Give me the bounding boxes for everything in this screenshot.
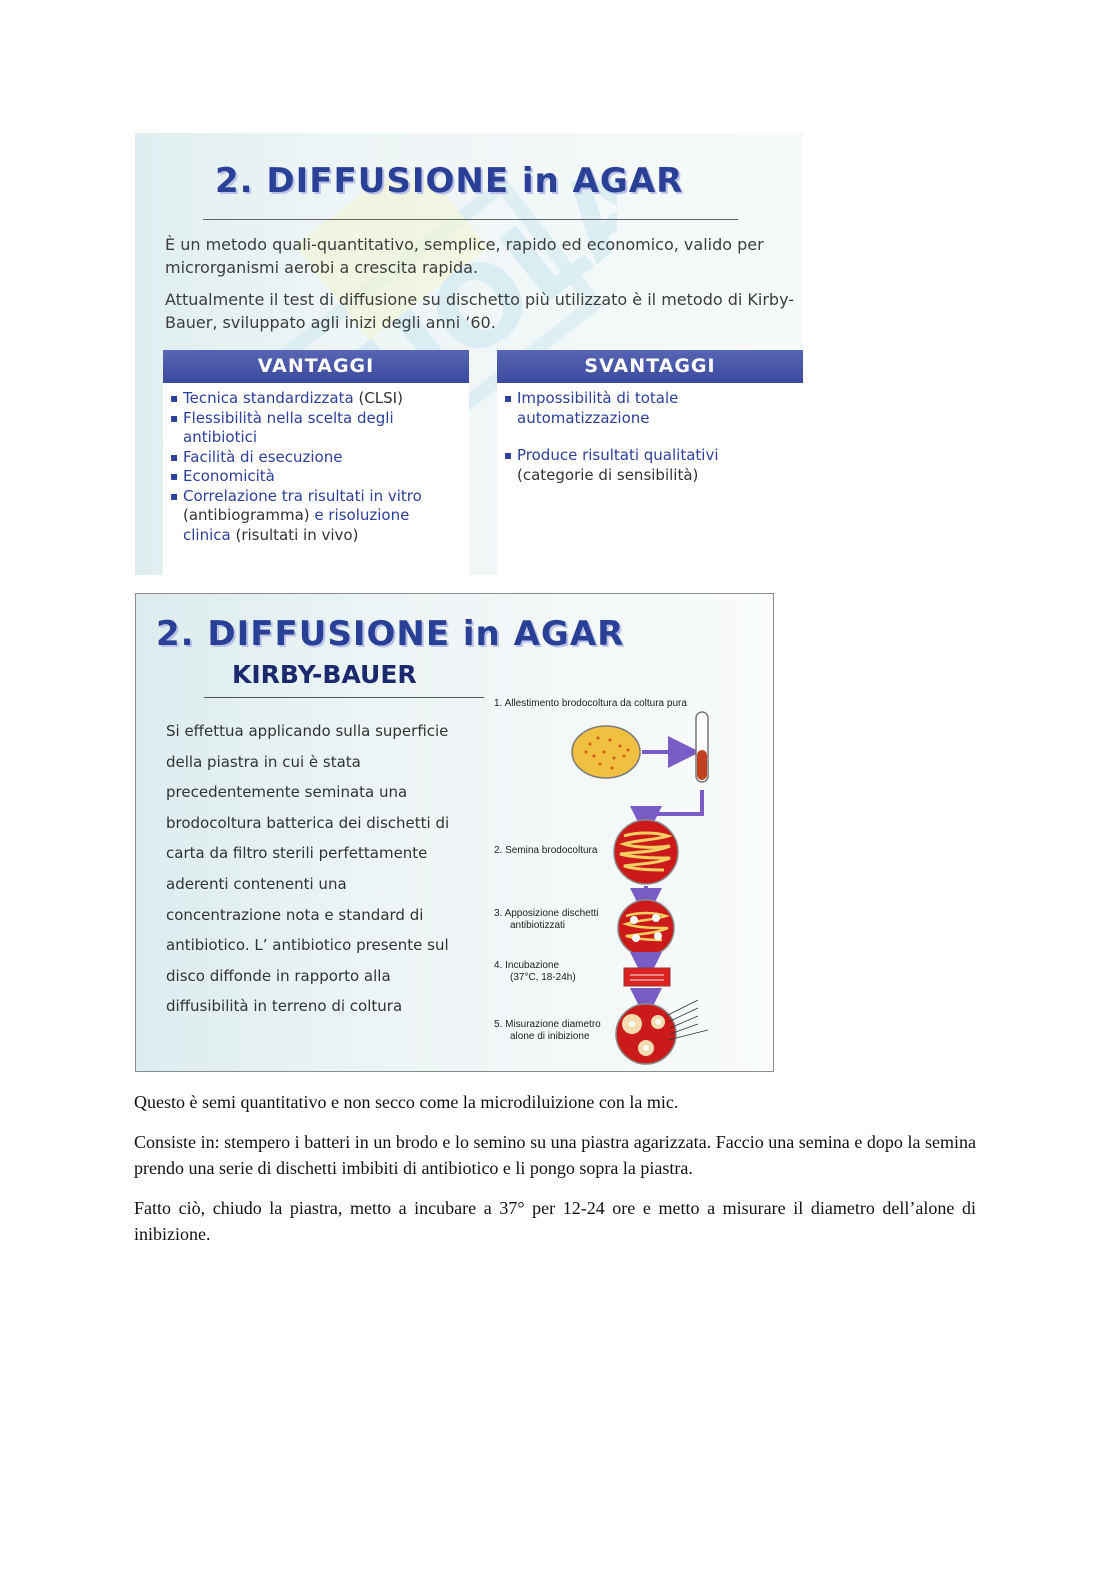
- vantaggi-header: VANTAGGI: [163, 350, 469, 383]
- title-divider: [203, 219, 738, 220]
- notes-paragraph-1: Questo è semi quantitativo e non secco come la microdiluizione con la mic.: [134, 1092, 679, 1112]
- step-4-label: 4. Incubazione: [494, 960, 560, 971]
- list-item: ▪ Tecnica standardizzata (CLSI): [183, 389, 459, 409]
- slide-kirby-bauer: [135, 593, 774, 1072]
- list-item: ▪ Produce risultati qualitativi (categorie di sensibilità): [517, 446, 793, 485]
- kirby-bauer-procedure-diagram: [486, 698, 772, 1070]
- arrow-icon: [646, 790, 702, 822]
- plate-with-disks-icon: [618, 900, 674, 956]
- slide-diffusione-agar: [135, 133, 803, 575]
- list-item: ▪ Correlazione tra risultati in vitro (antibiogramma) e risoluzione clinica (risultati in vivo): [183, 487, 459, 546]
- culture-plate-icon: [572, 726, 640, 778]
- notes-text: [134, 1089, 976, 1261]
- slide1-title: 2. DIFFUSIONE in AGAR: [215, 161, 684, 201]
- step-3-label-2: antibiotizzati: [510, 920, 566, 931]
- list-item: ▪ Impossibilità di totale automatizzazione: [517, 389, 793, 428]
- notes-paragraph-2: Consiste in: stempero i batteri in un brodo e lo semino su una piastra agarizzata. Faccio una semina e dopo la semina prendo una serie di dischetti imbibiti di antibiotico e li pongo sopra la piastra.: [134, 1132, 976, 1178]
- slide1-intro: È un metodo quali-quantitativo, semplice, rapido ed economico, valido per microrganismi aerobi a crescita rapida.: [165, 235, 764, 277]
- step-4-label-2: (37°C, 18-24h): [510, 972, 576, 983]
- slide2-title: 2. DIFFUSIONE in AGAR: [156, 614, 625, 654]
- test-tube-icon: [696, 712, 708, 782]
- slide2-description: Si effettua applicando sulla superficie della piastra in cui è stata precedentemente seminata una brodocoltura batterica dei dischetti di carta da filtro sterili perfettamente aderenti contenenti una concentrazione nota e standard di antibiotico. L’ antibiotico presente sul disco diffonde in rapporto alla diffusibilità in terreno di coltura: [166, 722, 450, 1016]
- subtitle-divider: [204, 697, 484, 698]
- step-3-label: 3. Apposizione dischetti: [494, 908, 599, 919]
- svantaggi-header: SVANTAGGI: [497, 350, 803, 383]
- slide1-kirby-bauer-note: Attualmente il test di diffusione su dischetto più utilizzato è il metodo di Kirby-Bauer, sviluppato agli inizi degli anni ’60.: [165, 290, 795, 332]
- svantaggi-panel: [497, 350, 803, 575]
- step-1-label: 1. Allestimento brodocoltura da coltura pura: [494, 698, 687, 709]
- notes-paragraph-3: Fatto ciò, chiudo la piastra, metto a incubare a 37° per 12-24 ore e metto a misurare il diametro dell’alone di inibizione.: [134, 1198, 976, 1244]
- inhibition-zones-plate-icon: [616, 1000, 708, 1064]
- step-5-label: 5. Misurazione diametro: [494, 1019, 601, 1030]
- streaked-plate-icon: [614, 820, 678, 884]
- vantaggi-panel: [163, 350, 469, 575]
- procedure-illustration: [486, 698, 772, 1070]
- list-item: ▪ Economicità: [183, 467, 459, 487]
- step-2-label: 2. Semina brodocoltura: [494, 845, 598, 856]
- incubator-icon: [624, 968, 670, 986]
- list-item: ▪ Flessibilità nella scelta degli antibiotici: [183, 409, 459, 448]
- slide2-subtitle: KIRBY-BAUER: [232, 660, 417, 689]
- step-5-label-2: alone di inibizione: [510, 1031, 590, 1042]
- list-item: ▪ Facilità di esecuzione: [183, 448, 459, 468]
